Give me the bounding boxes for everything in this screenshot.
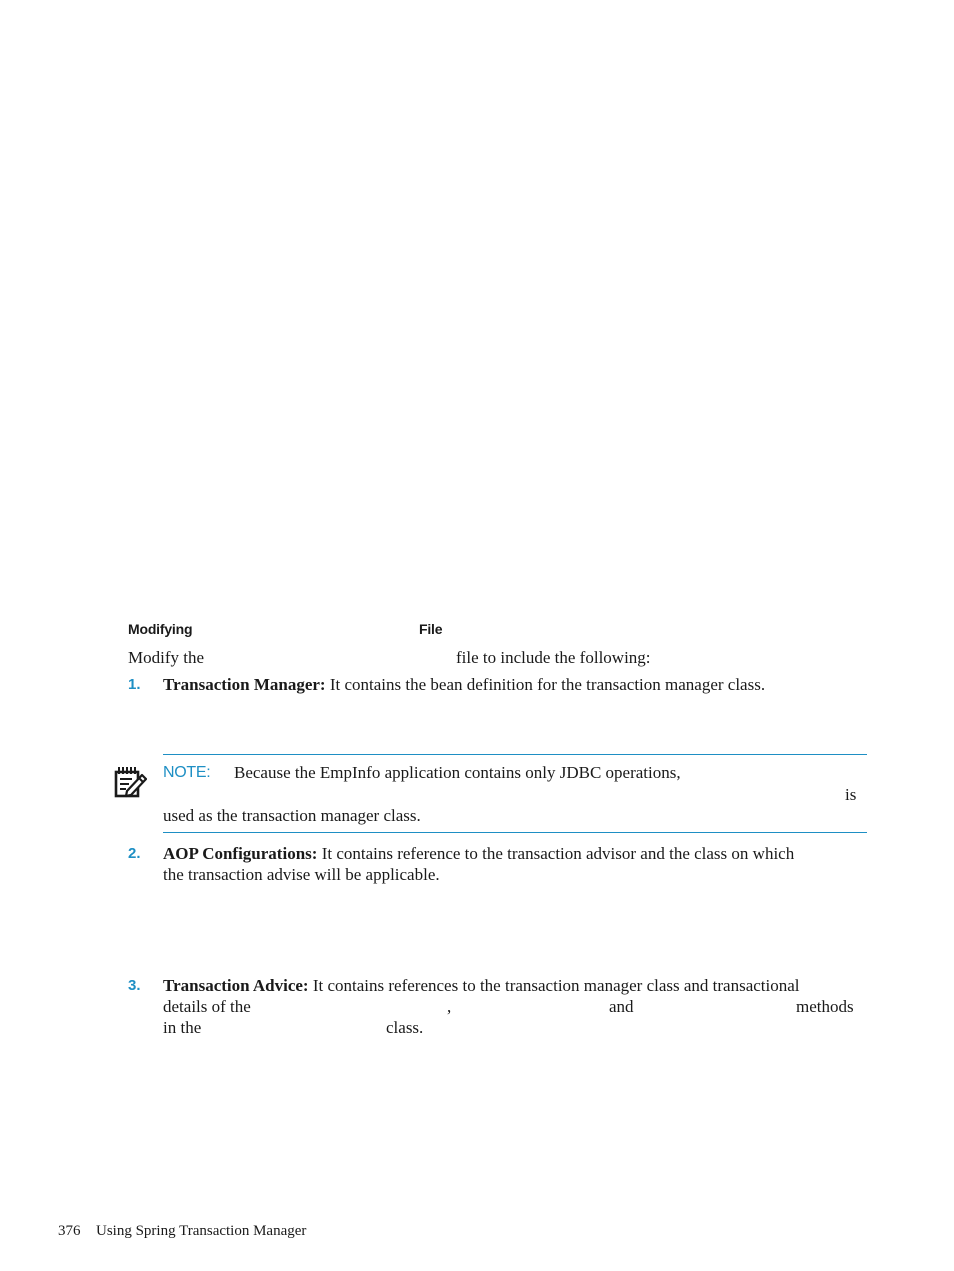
list-item-text: It contains reference to the transaction advisor and the class on which xyxy=(321,844,795,863)
section-heading-part1: Modifying xyxy=(128,621,193,637)
section-heading-part2: File xyxy=(419,621,443,637)
list-item xyxy=(163,976,800,996)
list-item-line3-class: class. xyxy=(386,1018,424,1037)
list-item-number: 3. xyxy=(128,977,141,994)
note-line1: Because the EmpInfo application contains only JDBC operations, xyxy=(234,763,681,782)
note-top-rule xyxy=(163,754,867,755)
list-item xyxy=(163,675,765,695)
list-item-line2-lead: details of the xyxy=(163,997,251,1016)
list-item-text-continued: the transaction advise will be applicable. xyxy=(163,865,440,884)
list-item-line2-comma: , xyxy=(447,997,452,1016)
intro-tail: file to include the following: xyxy=(456,648,651,667)
note-line3: used as the transaction manager class. xyxy=(163,806,421,825)
list-item-line2-methods: methods xyxy=(796,997,854,1016)
notepad-pencil-icon xyxy=(113,765,147,799)
note-label: NOTE: xyxy=(163,764,211,781)
running-footer-title: Using Spring Transaction Manager xyxy=(96,1223,307,1239)
page-number: 376 xyxy=(58,1223,81,1239)
list-item-text: It contains the bean definition for the transaction manager class. xyxy=(329,675,766,694)
list-item-line2-and: and xyxy=(609,997,634,1016)
list-item-label: Transaction Manager: xyxy=(163,675,326,694)
intro-lead: Modify the xyxy=(128,648,205,667)
list-item-label: AOP Configurations: xyxy=(163,844,318,863)
list-item-number: 1. xyxy=(128,676,141,693)
note-bottom-rule xyxy=(163,832,867,833)
list-item-label: Transaction Advice: xyxy=(163,976,309,995)
list-item-line3-lead: in the xyxy=(163,1018,202,1037)
list-item-number: 2. xyxy=(128,845,141,862)
list-item xyxy=(163,844,794,864)
list-item-text: It contains references to the transaction manager class and transactional xyxy=(312,976,800,995)
note-line2-tail: is xyxy=(845,785,857,804)
